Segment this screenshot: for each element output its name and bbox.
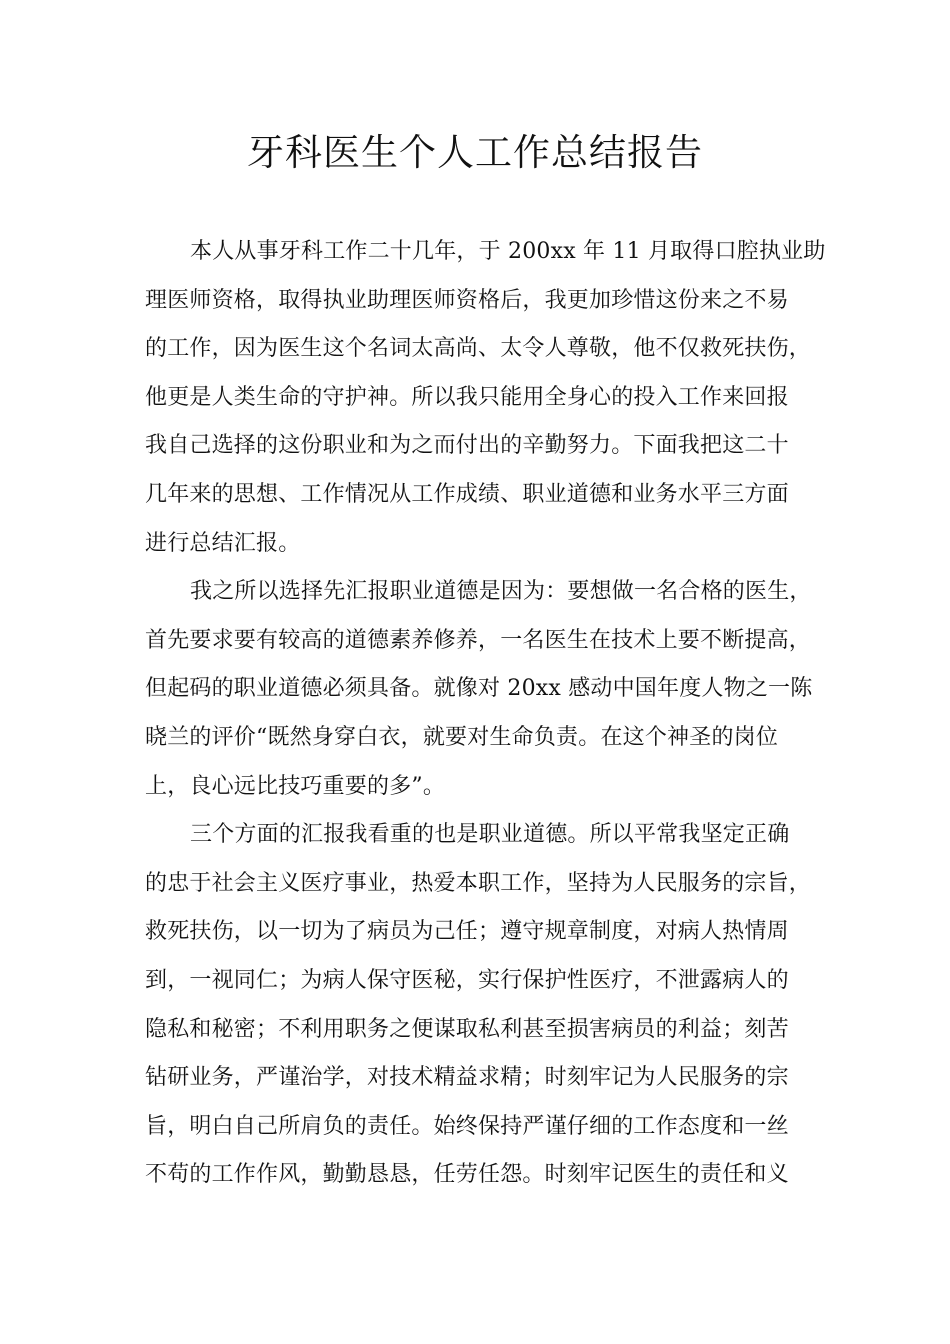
text-line: 救死扶伤，以一切为了病员为己任；遵守规章制度，对病人热情周 <box>145 919 789 945</box>
text-line: 钻研业务，严谨治学，对技术精益求精；时刻牢记为人民服务的宗 <box>145 1065 789 1091</box>
text-line: 的工作，因为医生这个名词太高尚、太令人尊敬，他不仅救死扶伤， <box>145 336 812 362</box>
text-line: 不苟的工作作风，勤勤恳恳，任劳任怨。时刻牢记医生的责任和义 <box>145 1162 789 1188</box>
paragraph-2 <box>145 568 813 811</box>
text-line: 到，一视同仁；为病人保守医秘，实行保护性医疗，不泄露病人的 <box>145 967 789 993</box>
text-line: 晓兰的评价“既然身穿白衣，就要对生命负责。在这个神圣的岗位 <box>145 724 779 750</box>
document-body <box>145 228 826 1200</box>
text-line: 理医师资格，取得执业助理医师资格后，我更加珍惜这份来之不易 <box>145 287 789 313</box>
text-line: 首先要求要有较高的道德素养修养，一名医生在技术上要不断提高， <box>145 627 812 653</box>
text-line: 几年来的思想、工作情况从工作成绩、职业道德和业务水平三方面 <box>145 481 789 507</box>
text-line: 的忠于社会主义医疗事业，热爱本职工作，坚持为人民服务的宗旨， <box>145 870 812 896</box>
text-line: 我自己选择的这份职业和为之而付出的辛勤努力。下面我把这二十 <box>145 433 789 459</box>
paragraph-3 <box>145 811 812 1200</box>
text-line: 上，良心远比技巧重要的多”。 <box>145 773 446 799</box>
text-line: 进行总结汇报。 <box>145 530 301 556</box>
text-line: 我之所以选择先汇报职业道德是因为：要想做一名合格的医生， <box>190 579 812 605</box>
text-line: 旨，明白自己所肩负的责任。始终保持严谨仔细的工作态度和一丝 <box>145 1113 789 1139</box>
text-line: 三个方面的汇报我看重的也是职业道德。所以平常我坚定正确 <box>190 822 790 848</box>
text-line: 他更是人类生命的守护神。所以我只能用全身心的投入工作来回报 <box>145 384 789 410</box>
text-line: 隐私和秘密；不利用职务之便谋取私利甚至损害病员的利益；刻苦 <box>145 1016 789 1042</box>
text-line: 本人从事牙科工作二十几年，于 200xx 年 11 月取得口腔执业助 <box>190 239 826 264</box>
text-line: 但起码的职业道德必须具备。就像对 20xx 感动中国年度人物之一陈 <box>145 676 813 702</box>
paragraph-1 <box>145 228 826 568</box>
document-title: 牙科医生个人工作总结报告 <box>247 131 703 174</box>
